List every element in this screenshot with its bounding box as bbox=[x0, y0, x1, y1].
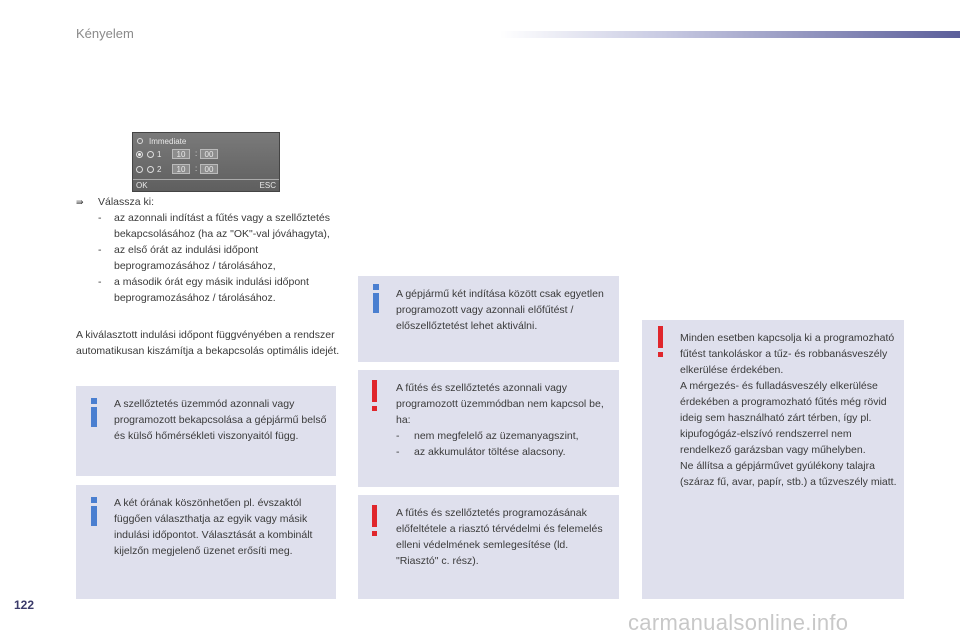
clock-icon bbox=[137, 138, 143, 144]
esc-softkey: ESC bbox=[259, 181, 276, 190]
warning-icon bbox=[654, 326, 668, 358]
list-item: - az első órát az indulási időpont beprogramozásához / tárolásához, bbox=[98, 244, 276, 272]
info-icon bbox=[88, 398, 102, 428]
explanation-paragraph: A kiválasztott indulási időpont függvényében a rendszer automatikusan kiszámítja a bekapcsolás optimális idejét. bbox=[76, 329, 340, 357]
section-title: Kényelem bbox=[76, 26, 134, 41]
warning-icon bbox=[368, 505, 382, 537]
list-item: - az akkumulátor töltése alacsony. bbox=[396, 446, 566, 458]
timer-hours: 10 bbox=[172, 149, 190, 159]
ok-softkey: OK bbox=[136, 181, 148, 190]
info-note bbox=[358, 276, 619, 362]
display-title: Immediate bbox=[149, 137, 187, 146]
timer-minutes: 00 bbox=[200, 149, 218, 159]
timer-minutes: 00 bbox=[200, 164, 218, 174]
clock-icon bbox=[147, 151, 154, 158]
display-softkeys bbox=[133, 179, 279, 191]
radio-selected-icon bbox=[136, 151, 143, 158]
note-text: A két órának köszönhetően pl. évszaktól függően választhatja az egyik vagy másik indulási időpontot. Választását a kombinált kijelzőn megjelenő üzenet erősíti meg. bbox=[114, 497, 313, 557]
radio-icon bbox=[136, 166, 143, 173]
note-text bbox=[680, 330, 898, 490]
list-item: - a második órát egy másik indulási időpont beprogramozásához / tárolásához. bbox=[98, 276, 309, 304]
clock-icon bbox=[147, 166, 154, 173]
timer-row-2: 2 10 : 00 bbox=[136, 164, 276, 176]
note-paragraph: Minden esetben kapcsolja ki a programozható fűtést tankoláskor a tűz- és robbanásveszély elkerülése érdekében. bbox=[680, 332, 895, 376]
arrow-icon: ⇛ bbox=[76, 197, 84, 207]
warning-note bbox=[358, 495, 619, 599]
warning-icon bbox=[368, 380, 382, 412]
note-paragraph: A mérgezés- és fulladásveszély elkerülése érdekében a programozható fűtés még rövid ideig sem használható zárt térben, így pl. kipufogógáz-elszívó rendszerrel nem rendelkező garázsban vagy műhelyben. bbox=[680, 380, 887, 456]
info-note bbox=[76, 386, 336, 476]
warning-note bbox=[642, 320, 904, 599]
instructions-lead: Válassza ki: bbox=[98, 196, 155, 208]
timer-row-1: 1 10 : 00 bbox=[136, 149, 276, 161]
info-note bbox=[76, 485, 336, 599]
note-text: A gépjármű két indítása között csak egyetlen programozott vagy azonnali előfűtést / előszellőztetést lehet aktiválni. bbox=[396, 288, 604, 332]
timer-hours: 10 bbox=[172, 164, 190, 174]
info-icon bbox=[88, 497, 102, 527]
header-bar bbox=[500, 31, 960, 38]
list-item: - az azonnali indítást a fűtés vagy a szellőztetés bekapcsolásához (ha az "OK"-val jóváhagyta), bbox=[98, 212, 330, 240]
timer-index: 1 bbox=[157, 150, 162, 159]
watermark: carmanualsonline.info bbox=[628, 610, 849, 635]
info-icon bbox=[370, 284, 384, 314]
timer-index: 2 bbox=[157, 165, 162, 174]
list-item: - nem megfelelő az üzemanyagszint, bbox=[396, 430, 579, 442]
note-text bbox=[396, 380, 613, 460]
note-paragraph: Ne állítsa a gépjárművet gyúlékony talajra (száraz fű, avar, papír, stb.) a tűzveszély miatt. bbox=[680, 460, 897, 488]
note-text: A szellőztetés üzemmód azonnali vagy programozott bekapcsolása a gépjármű belső és külső hőmérsékleti viszonyaitól függ. bbox=[114, 398, 327, 442]
note-text: A fűtés és szellőztetés programozásának előfeltétele a riasztó térvédelmi és felemelés elleni védelmének semlegesítése (ld. "Riasztó" c. rész). bbox=[396, 507, 603, 567]
page-number: 122 bbox=[14, 598, 35, 612]
warning-note bbox=[358, 370, 619, 487]
warning-intro: A fűtés és szellőztetés azonnali vagy programozott üzemmódban nem kapcsol be, ha: bbox=[396, 382, 604, 426]
instructions bbox=[76, 194, 346, 306]
display-screen bbox=[132, 132, 280, 192]
